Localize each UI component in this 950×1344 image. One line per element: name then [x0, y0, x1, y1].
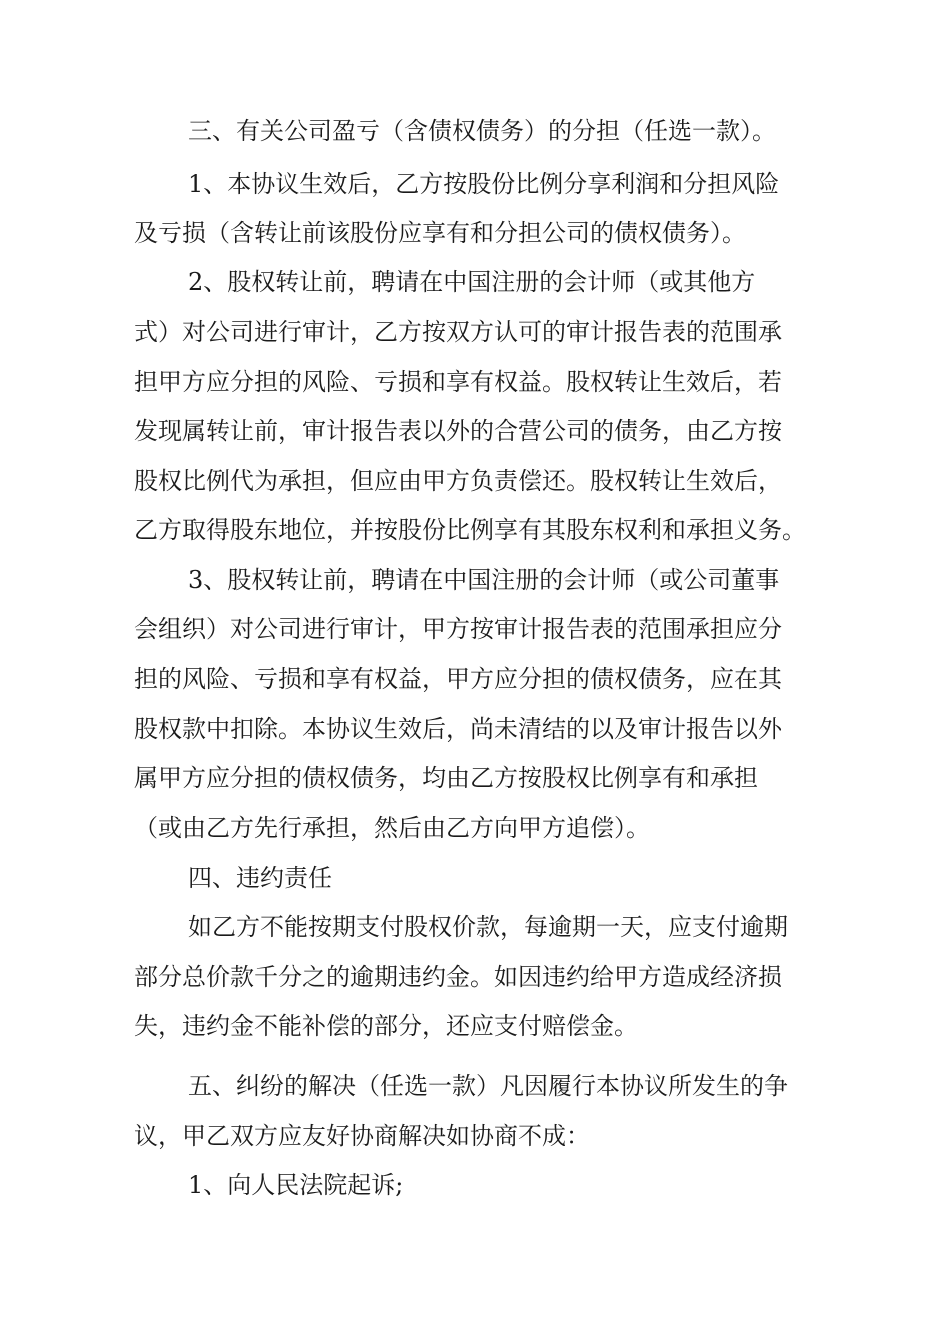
paragraph-line: 乙方取得股东地位，并按股份比例享有其股东权利和承担义务。: [134, 516, 806, 544]
paragraph-line: （或由乙方先行承担，然后由乙方向甲方追偿）。: [134, 814, 650, 842]
paragraph-line: 会组织）对公司进行审计，甲方按审计报告表的范围承担应分: [134, 615, 782, 643]
paragraph-line: 式）对公司进行审计，乙方按双方认可的审计报告表的范围承: [134, 318, 782, 346]
paragraph-line: 如乙方不能按期支付股权价款，每逾期一天，应支付逾期: [188, 913, 788, 941]
section-3-heading: 三、有关公司盈亏（含债权债务）的分担（任选一款）。: [188, 117, 776, 145]
paragraph-line: 3、股权转让前，聘请在中国注册的会计师（或公司董事: [188, 566, 780, 594]
paragraph-line: 部分总价款千分之的逾期违约金。如因违约给甲方造成经济损: [134, 963, 782, 991]
section-4-heading: 四、违约责任: [188, 864, 332, 892]
paragraph-line: 属甲方应分担的债权债务，均由乙方按股权比例享有和承担: [134, 764, 758, 792]
paragraph-line: 发现属转让前，审计报告表以外的合营公司的债务，由乙方按: [134, 417, 782, 445]
paragraph-line: 股权款中扣除。本协议生效后，尚未清结的以及审计报告以外: [134, 715, 782, 743]
paragraph-line: 1、本协议生效后，乙方按股份比例分享利润和分担风险: [188, 170, 780, 198]
section-5-heading: 五、纠纷的解决（任选一款）凡因履行本协议所发生的争: [188, 1072, 788, 1100]
paragraph-line: 担的风险、亏损和享有权益，甲方应分担的债权债务，应在其: [134, 665, 782, 693]
paragraph-line: 及亏损（含转让前该股份应享有和分担公司的债权债务）。: [134, 219, 746, 247]
paragraph-line: 2、股权转让前，聘请在中国注册的会计师（或其他方: [188, 268, 756, 296]
paragraph-line: 失，违约金不能补偿的部分，还应支付赔偿金。: [134, 1012, 638, 1040]
paragraph-line: 1、向人民法院起诉;: [188, 1171, 404, 1199]
paragraph-line: 担甲方应分担的风险、亏损和享有权益。股权转让生效后，若: [134, 368, 782, 396]
paragraph-line: 股权比例代为承担，但应由甲方负责偿还。股权转让生效后，: [134, 467, 782, 495]
paragraph-line: 议，甲乙双方应友好协商解决如协商不成：: [134, 1122, 590, 1150]
